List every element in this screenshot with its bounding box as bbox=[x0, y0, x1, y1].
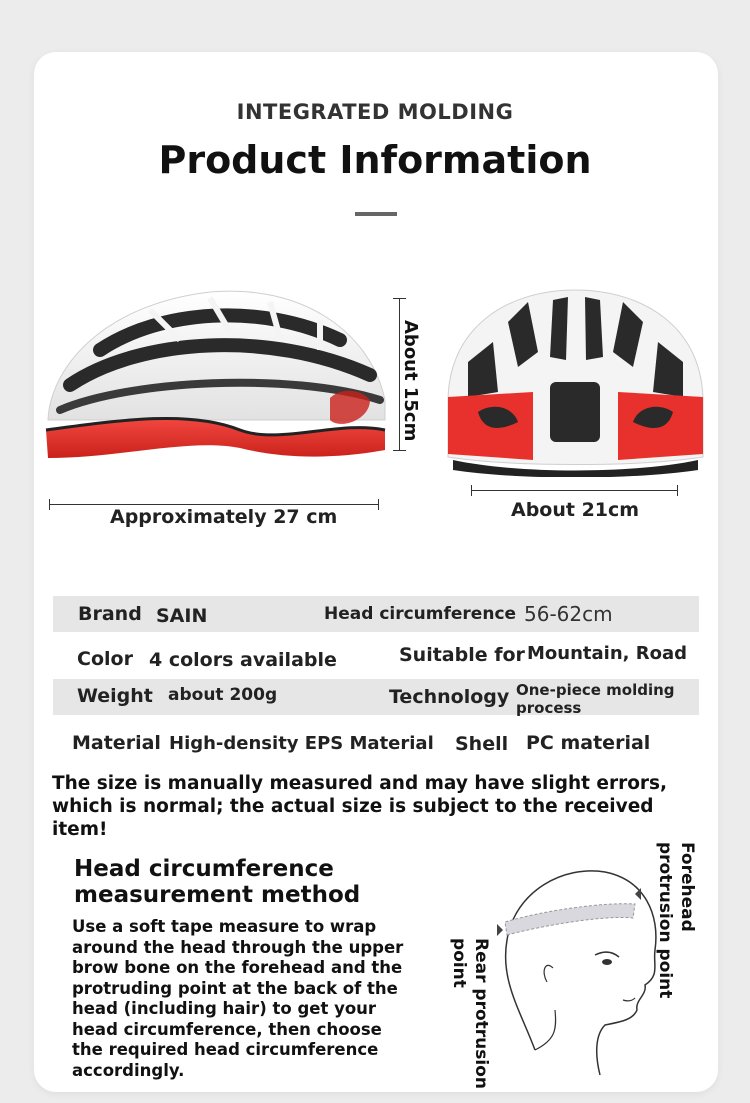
height-dimension-tick-bottom bbox=[393, 450, 406, 451]
width-dimension-line bbox=[471, 490, 677, 491]
suitable-for-value: Mountain, Road bbox=[527, 643, 688, 664]
technology-label: Technology bbox=[389, 686, 510, 708]
width-dimension-label: About 21cm bbox=[511, 499, 640, 521]
head-circumference-label: Head circumference bbox=[324, 604, 517, 624]
color-label: Color bbox=[77, 648, 133, 670]
suitable-for-label: Suitable for bbox=[399, 644, 525, 666]
weight-value: about 200g bbox=[168, 685, 278, 705]
measurement-method-text: Use a soft tape measure to wrap around the head through the upper brow bone on the forehead and the protruding point at the back of the head (including hair) to get your head circumference, then choose the required head circumference accordingly. bbox=[72, 917, 404, 1080]
width-dimension-tick-right bbox=[677, 485, 678, 496]
measurement-method-title: Head circumference measurement method bbox=[74, 856, 361, 908]
brand-value: SAIN bbox=[156, 605, 208, 627]
color-value: 4 colors available bbox=[149, 649, 337, 671]
material-value: High-density EPS Material bbox=[169, 733, 434, 754]
length-dimension-tick-right bbox=[378, 499, 379, 510]
length-dimension-line bbox=[49, 504, 379, 505]
width-dimension-tick-left bbox=[471, 485, 472, 496]
shell-label: Shell bbox=[455, 733, 509, 755]
length-dimension-label: Approximately 27 cm bbox=[110, 506, 338, 528]
height-dimension-tick-top bbox=[393, 298, 406, 299]
head-circumference-value: 56-62cm bbox=[524, 602, 613, 626]
weight-label: Weight bbox=[77, 685, 153, 707]
rear-protrusion-label: Rear protrusion point bbox=[449, 938, 491, 1089]
helmet-front-view-image bbox=[438, 282, 713, 477]
forehead-protrusion-label: Forehead protrusion point bbox=[655, 842, 697, 999]
page-title: Product Information bbox=[158, 138, 592, 182]
head-measurement-illustration bbox=[495, 860, 675, 1080]
title-divider bbox=[355, 212, 397, 216]
shell-value: PC material bbox=[526, 732, 651, 754]
brand-label: Brand bbox=[78, 603, 142, 625]
size-disclaimer-note: The size is manually measured and may have slight errors, which is normal; the actual size is subject to the received item! bbox=[52, 773, 668, 840]
material-label: Material bbox=[72, 732, 161, 754]
length-dimension-tick-left bbox=[49, 499, 50, 510]
helmet-side-view-image bbox=[40, 280, 390, 470]
height-dimension-label: About 15cm bbox=[400, 320, 421, 442]
section-subtitle: INTEGRATED MOLDING bbox=[236, 100, 514, 124]
technology-value: One-piece molding process bbox=[516, 681, 675, 717]
